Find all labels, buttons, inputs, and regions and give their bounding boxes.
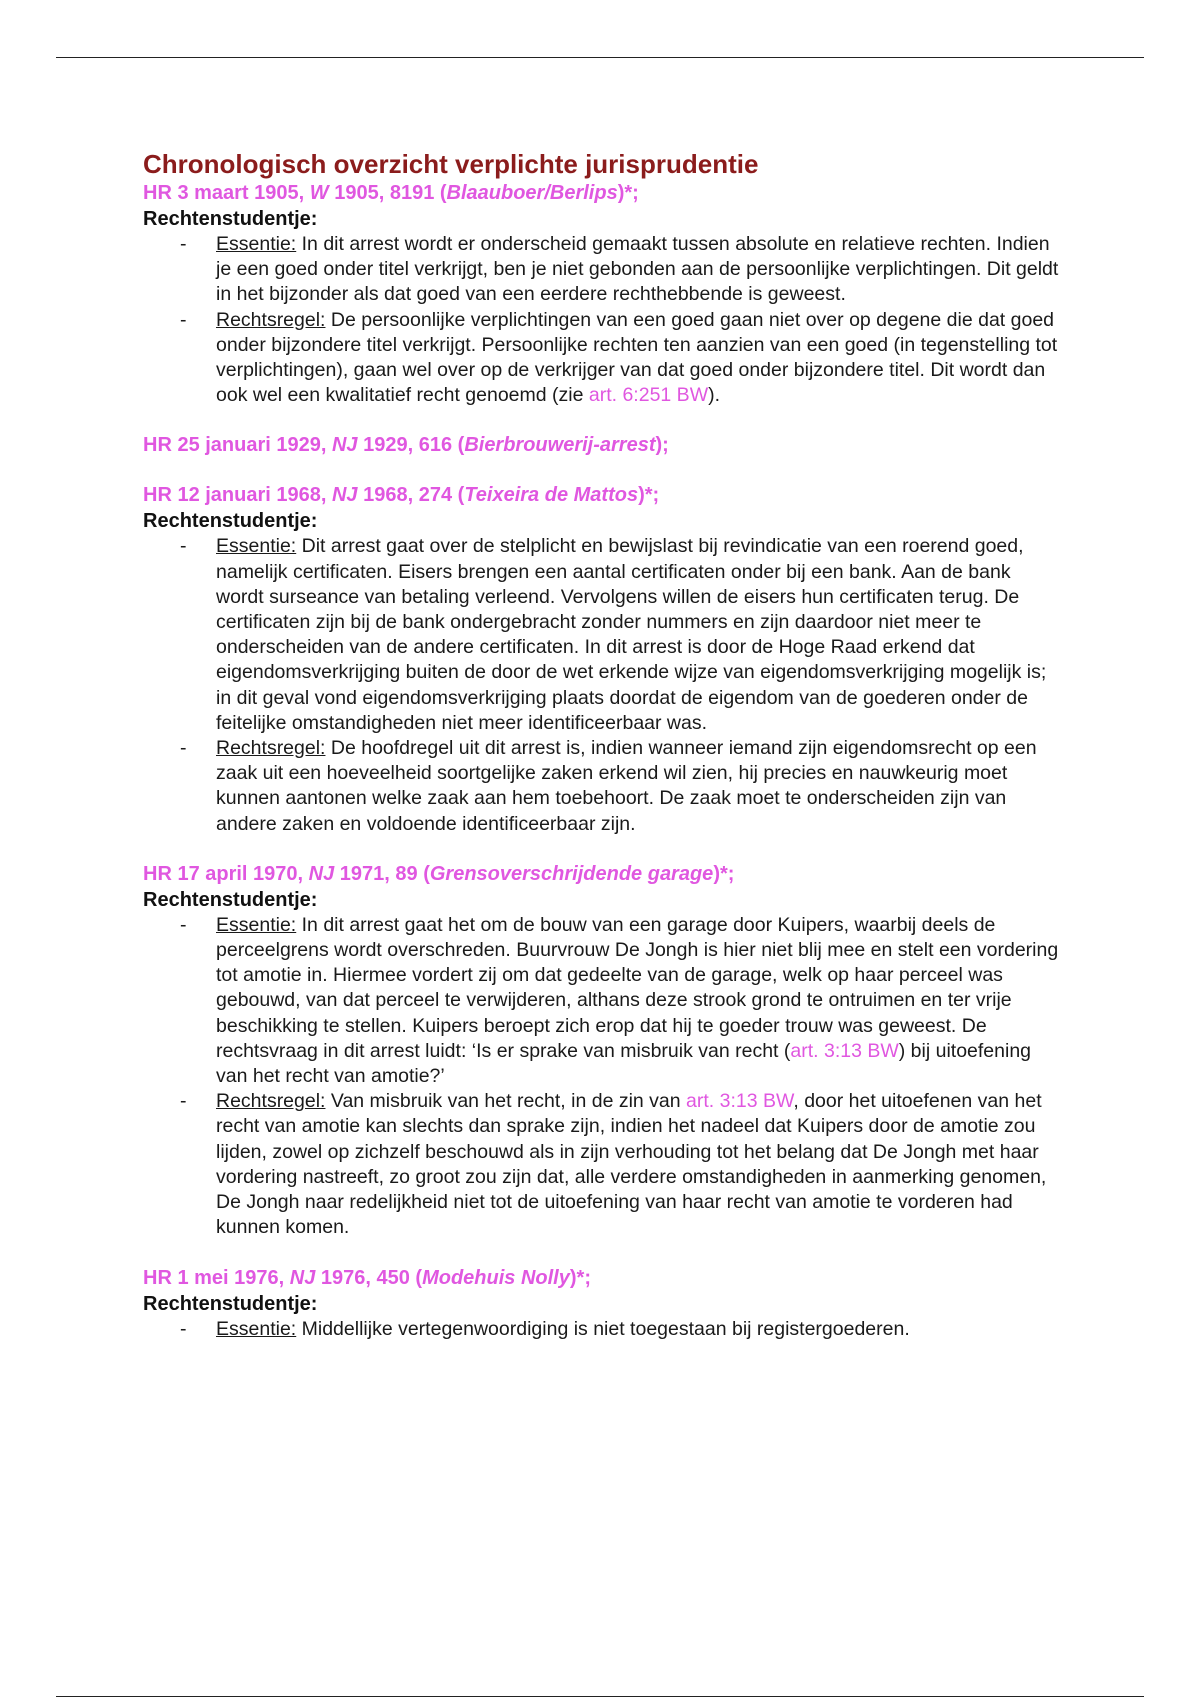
case-subheading: Rechtenstudentje: — [143, 888, 318, 911]
essentie-item: - Essentie: Dit arrest gaat over de stelplicht en bewijslast bij revindicatie van een roerend goed, namelijk certificaten. Eisers brengen een aantal certificaten onder bij een bank. Aan de bank wordt surseance van betaling verleend. Vervolgens willen de eisers hun certificaten terug. De certificaten zijn bij de bank ondergebracht zonder nummers en zijn daardoor niet meer te onderscheiden van de andere certificaten. In dit arrest is door de Hoge Raad erkend dat eigendomsverkrijging buiten de door de wet erkende wijze van eigendomsverkrijging mogelijk is; in dit geval vond eigendomsverkrijging plaats doordat de eigendom van de goederen onder de feitelijke omstandigheden niet meer identificeerbaar was. — [143, 534, 1063, 736]
essentie-item: - Essentie: In dit arrest gaat het om de bouw van een garage door Kuipers, waarbij deels de perceelgrens wordt overschreden. Buurvrouw De Jongh is hier niet blij mee en stelt een vordering tot amotie in. Hiermee vordert zij om dat gedeelte van de garage, welk op haar perceel was gebouwd, van dat perceel te verwijderen, althans deze strook grond te ontruimen en ter vrije beschikking te stellen. Kuipers beroept zich erop dat hij te goeder trouw was geweest. De rechtsvraag in dit arrest luidt: ‘Is er sprake van misbruik van recht (art. 3:13 BW) bij uitoefening van het recht van amotie?’ — [143, 913, 1063, 1089]
article-link[interactable]: art. 3:13 BW — [790, 1039, 899, 1062]
case-bullets — [143, 534, 1063, 836]
case-subheading: Rechtenstudentje: — [143, 208, 318, 230]
case-subheading: Rechtenstudentje: — [143, 1292, 318, 1315]
rechtsregel-item: - Rechtsregel: De persoonlijke verplichtingen van een goed gaan niet over op degene die dat goed onder bijzondere titel verkrijgt. Persoonlijke rechten ten aanzien van een goed (in tegenstelling tot verplichtingen), gaan wel over op de verkrijger van dat goed onder bijzondere titel. Dit wordt dan ook wel een kwalitatief recht genoemd (zie art. 6:251 BW). — [143, 308, 1063, 409]
article-link[interactable]: art. 6:251 BW — [588, 384, 709, 407]
footer-rule — [56, 1696, 1144, 1697]
article-link[interactable]: art. 3:13 BW — [686, 1090, 794, 1113]
document-body — [143, 148, 1063, 1342]
case-heading: HR 17 april 1970, NJ 1971, 89 (Grensoverschrijdende garage)*; — [143, 862, 735, 885]
case-heading: HR 25 januari 1929, NJ 1929, 616 (Bierbrouwerij-arrest); — [143, 434, 669, 457]
essentie-item: - Essentie: Middellijke vertegenwoordiging is niet toegestaan bij registergoederen. — [143, 1317, 1063, 1342]
case-heading: HR 3 maart 1905, W 1905, 8191 (Blaauboer/Berlips)*; — [143, 182, 639, 204]
page-title: Chronologisch overzicht verplichte jurisprudentie — [143, 149, 759, 179]
case-heading: HR 1 mei 1976, NJ 1976, 450 (Modehuis Nolly)*; — [143, 1266, 591, 1289]
essentie-item: - Essentie: In dit arrest wordt er onderscheid gemaakt tussen absolute en relatieve rechten. Indien je een goed onder titel verkrijgt, ben je niet gebonden aan de persoonlijke verplichtingen. Dit geldt in het bijzonder als dat goed van een eerdere rechthebbende is geweest. — [143, 232, 1063, 308]
header-rule — [56, 57, 1144, 58]
case-bullets — [143, 232, 1063, 408]
case-bullets — [143, 913, 1063, 1241]
rechtsregel-item: - Rechtsregel: De hoofdregel uit dit arrest is, indien wanneer iemand zijn eigendomsrecht op een zaak uit een hoeveelheid soortgelijke zaken erkend wil zien, hij precies en nauwkeurig moet kunnen aantonen welke zaak aan hem toebehoort. De zaak moet te onderscheiden zijn van andere zaken en voldoende identificeerbaar zijn. — [143, 736, 1063, 837]
case-bullets — [143, 1317, 1063, 1342]
case-subheading: Rechtenstudentje: — [143, 510, 318, 533]
rechtsregel-item: - Rechtsregel: Van misbruik van het recht, in de zin van art. 3:13 BW, door het uitoefenen van het recht van amotie kan slechts dan sprake zijn, indien het nadeel dat Kuipers door de amotie zou lijden, zowel op zichzelf beschouwd als in zijn verhouding tot het belang dat De Jongh met haar vordering nastreeft, zo groot zou zijn dat, alle verdere omstandigheden in aanmerking genomen, De Jongh naar redelijkheid niet tot de uitoefening van haar recht van amotie te vorderen had kunnen komen. — [143, 1089, 1063, 1240]
case-heading: HR 12 januari 1968, NJ 1968, 274 (Teixeira de Mattos)*; — [143, 484, 660, 507]
